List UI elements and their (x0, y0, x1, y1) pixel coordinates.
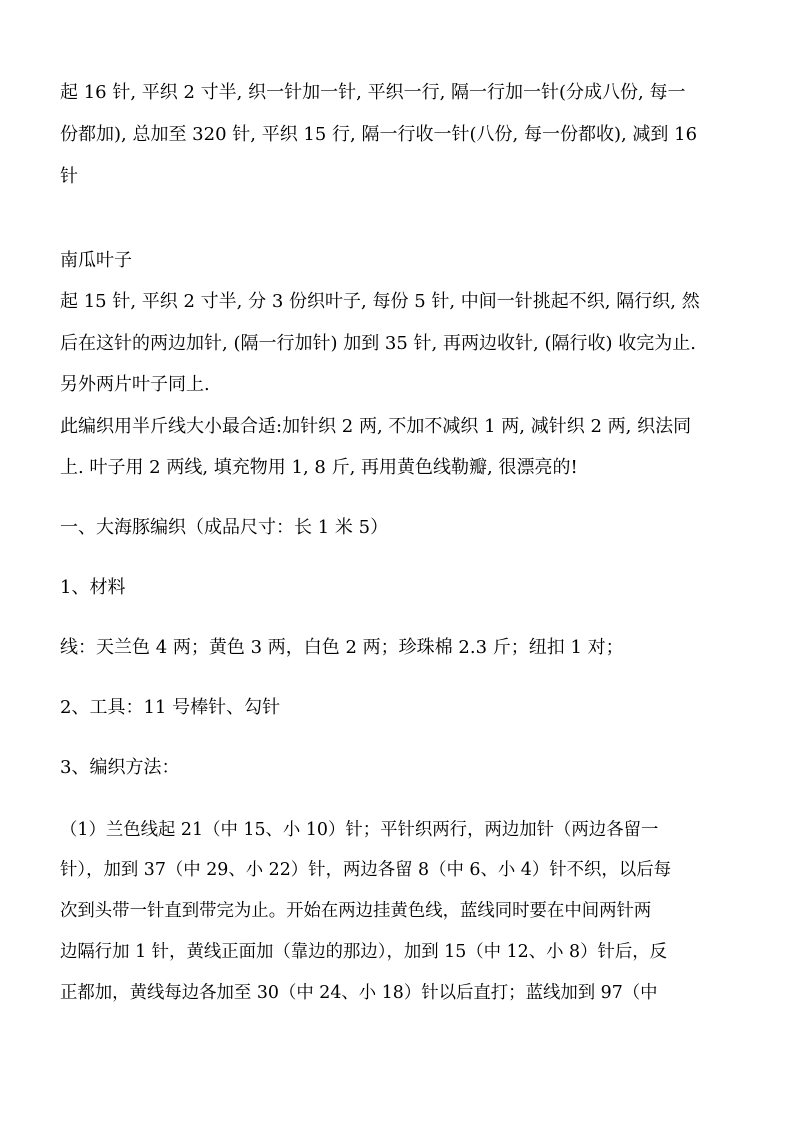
paragraph-line: 针 (60, 166, 78, 187)
paragraph-line: 起 15 针, 平织 2 寸半, 分 3 份织叶子, 每份 5 针, 中间一针挑起不织, 隔行织, 然 (60, 291, 700, 312)
paragraph-line: 正都加，黄线每边各加至 30（中 24、小 18）针以后直打；蓝线加到 97（中 (60, 983, 658, 1003)
paragraph-line: 此编织用半斤线大小最合适:加针织 2 两, 不加不减织 1 两, 减针织 2 两, 织法同 (60, 416, 692, 437)
section-heading: 南瓜叶子 (60, 250, 132, 271)
materials-line: 线：天兰色 4 两；黄色 3 两，白色 2 两；珍珠棉 2.3 斤；纽扣 1 对； (60, 637, 624, 658)
tools-line: 2、工具：11 号棒针、勾针 (60, 697, 281, 718)
subsection-heading: 1、材料 (60, 577, 126, 598)
paragraph-line: 边隔行加 1 针，黄线正面加（靠边的那边），加到 15（中 12、小 8）针后，反 (60, 942, 668, 962)
section-title: 一、大海豚编织（成品尺寸：长 1 米 5） (60, 517, 389, 538)
subsection-heading: 3、编织方法： (60, 757, 180, 778)
paragraph-line: 起 16 针, 平织 2 寸半, 织一针加一针, 平织一行, 隔一行加一针(分成八份, 每一 (60, 82, 686, 103)
paragraph-line: 后在这针的两边加针, (隔一行加针) 加到 35 针, 再两边收针, (隔行收) 收完为止. (60, 333, 696, 354)
paragraph-line: 次到头带一针直到带完为止。开始在两边挂黄色线，蓝线同时要在中间两针两 (60, 901, 652, 921)
paragraph-line: （1）兰色线起 21（中 15、小 10）针；平针织两行，两边加针（两边各留一 (60, 820, 659, 840)
paragraph-line: 另外两片叶子同上. (60, 374, 210, 395)
paragraph-line: 针），加到 37（中 29、小 22）针，两边各留 8（中 6、小 4）针不织，以后每 (60, 860, 671, 880)
paragraph-line: 上. 叶子用 2 两线, 填充物用 1, 8 斤, 再用黄色线勒瓣, 很漂亮的! (60, 457, 578, 478)
paragraph-line: 份都加), 总加至 320 针, 平织 15 行, 隔一行收一针(八份, 每一份都收), 减到 16 (60, 124, 698, 145)
